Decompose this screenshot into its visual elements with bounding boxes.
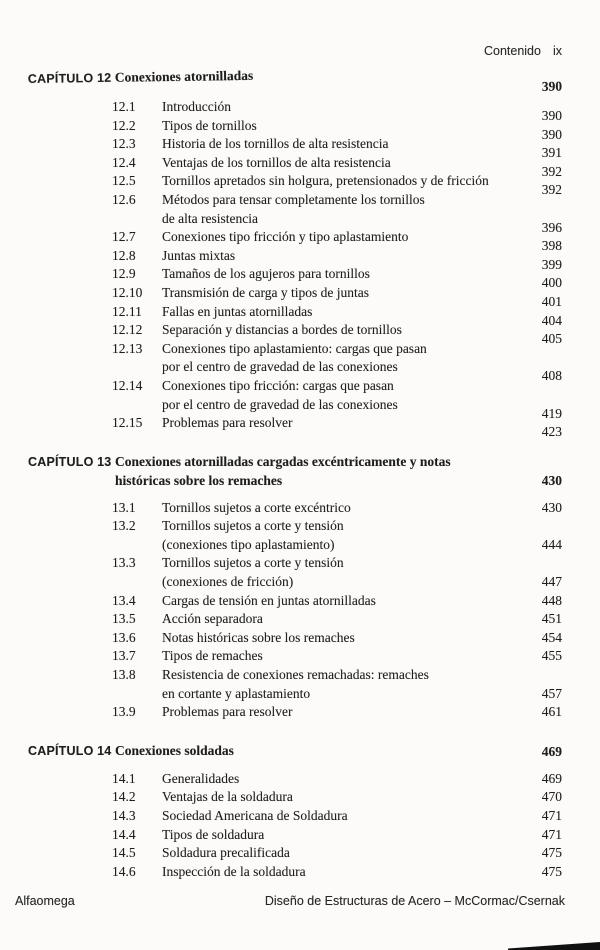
- chapter-heading: [27, 62, 563, 94]
- section-page-number: 390: [541, 108, 562, 123]
- section-number: 14.2: [112, 789, 136, 805]
- toc-entry: [112, 303, 562, 328]
- chapter-label: CAPÍTULO 14: [28, 743, 112, 758]
- section-title-line: Cargas de tensión en juntas atornilladas: [162, 592, 376, 608]
- section-title-line: Juntas mixtas: [162, 247, 236, 263]
- section-title: [162, 703, 518, 722]
- toc-entry: [112, 647, 562, 666]
- section-title-line: Tornillos sujetos a corte y tensión: [162, 555, 344, 571]
- section-number: 12.9: [112, 266, 136, 282]
- section-title: [162, 172, 518, 191]
- section-title: [162, 863, 518, 882]
- section-title: [162, 321, 518, 340]
- section-title: [162, 340, 518, 377]
- toc-entry: [112, 770, 562, 789]
- footer-publisher: Alfaomega: [15, 894, 75, 908]
- section-page-number: 471: [541, 826, 562, 842]
- section-title-line: Tornillos apretados sin holgura, pretensionados y de fricción: [162, 173, 489, 189]
- section-number: 14.3: [112, 808, 136, 823]
- running-footer: [0, 894, 600, 908]
- section-number: 12.4: [112, 154, 136, 170]
- toc-entry: [112, 666, 562, 703]
- section-number: 12.3: [112, 136, 136, 152]
- chapter-title: [115, 452, 514, 490]
- section-page-number: 400: [541, 275, 562, 291]
- chapter-block: [28, 452, 562, 722]
- section-title: [162, 98, 518, 117]
- section-number: 14.6: [112, 863, 136, 879]
- section-title-line: Tamaños de los agujeros para tornillos: [162, 266, 370, 282]
- section-page-number: 396: [541, 219, 562, 235]
- section-number: 12.5: [112, 173, 136, 189]
- chapter-heading: [28, 452, 562, 490]
- section-title-line: de alta resistencia: [162, 210, 258, 226]
- section-title: [162, 629, 518, 648]
- section-title-line: Problemas para resolver: [162, 415, 293, 431]
- section-title: [162, 117, 518, 136]
- running-header: [0, 0, 600, 58]
- chapter-block: [27, 67, 563, 440]
- section-title-line: Tipos de soldadura: [162, 826, 265, 842]
- toc-entry: [112, 191, 562, 235]
- section-page-number: 401: [541, 293, 562, 309]
- section-page-number: 399: [541, 256, 562, 272]
- section-title: [162, 499, 518, 518]
- toc-entry: [112, 826, 562, 845]
- section-page-number: 475: [541, 863, 562, 879]
- section-page-number: 392: [541, 163, 562, 179]
- chapter-title-line: Conexiones atornilladas: [114, 67, 254, 85]
- section-page-number: 430: [541, 499, 562, 515]
- section-title: [162, 554, 518, 591]
- chapter-label: CAPÍTULO 13: [28, 454, 112, 469]
- chapter-title-line: Conexiones atornilladas cargadas excéntricamente y notas: [115, 453, 451, 469]
- section-title-line: (conexiones tipo aplastamiento): [162, 536, 335, 552]
- section-title-line: Resistencia de conexiones remachadas: remaches: [162, 667, 429, 683]
- toc-entry: [112, 629, 562, 648]
- section-title-line: Ventajas de la soldadura: [162, 789, 293, 805]
- section-number: 13.5: [112, 611, 136, 627]
- section-number: 12.7: [112, 229, 136, 245]
- toc-entry: [112, 517, 562, 554]
- section-title-line: en cortante y aplastamiento: [162, 685, 311, 701]
- toc-entry: [112, 703, 562, 722]
- section-page-number: 392: [541, 182, 562, 198]
- section-number: 12.1: [112, 99, 136, 114]
- section-page-number: 419: [541, 405, 562, 421]
- chapter-label: CAPÍTULO 12: [27, 70, 112, 87]
- toc-entry: [112, 228, 562, 254]
- section-title: [162, 517, 518, 554]
- section-title-line: Problemas para resolver: [162, 704, 293, 720]
- section-number: 12.6: [112, 191, 136, 207]
- section-title-line: Historia de los tornillos de alta resistencia: [162, 136, 389, 152]
- toc-entry: [112, 592, 562, 611]
- chapter-title: [115, 62, 514, 87]
- toc-entry: [112, 499, 562, 518]
- chapter-title-line: históricas sobre los remaches: [115, 472, 283, 488]
- section-page-number: 448: [541, 592, 562, 608]
- section-title-line: Acción separadora: [162, 611, 263, 627]
- section-page-number: 455: [541, 648, 562, 664]
- toc-entry: [112, 863, 562, 882]
- section-number: 14.5: [112, 845, 136, 861]
- section-title: [162, 228, 518, 247]
- chapter-title-line: Conexiones soldadas: [115, 742, 234, 758]
- toc-entry: [112, 135, 562, 161]
- section-number: 13.8: [112, 667, 136, 683]
- section-number: 14.4: [112, 826, 136, 842]
- header-page-number: ix: [552, 44, 562, 58]
- chapter-page-number: 469: [541, 743, 562, 759]
- section-title: [162, 770, 518, 789]
- section-number: 12.8: [112, 247, 136, 263]
- footer-book-title: Diseño de Estructuras de Acero – McCormac/Csernak: [264, 894, 565, 908]
- header-section-title: Contenido: [483, 44, 541, 58]
- section-title-line: Sociedad Americana de Soldadura: [162, 808, 348, 823]
- section-title-line: Soldadura precalificada: [162, 845, 290, 861]
- section-title-line: Transmisión de carga y tipos de juntas: [162, 284, 369, 300]
- chapter-heading: [28, 741, 562, 761]
- section-number: 12.11: [112, 303, 142, 319]
- toc-entry: [112, 98, 562, 123]
- section-title-line: Introducción: [162, 99, 231, 114]
- section-page-number: 470: [541, 789, 562, 805]
- section-number: 12.13: [112, 340, 143, 356]
- section-number: 13.4: [112, 592, 136, 608]
- table-of-contents: [0, 58, 600, 881]
- section-page-number: 390: [541, 126, 562, 142]
- section-page-number: 469: [541, 770, 562, 786]
- section-title-line: Inspección de la soldadura: [162, 863, 306, 879]
- toc-entry: [112, 788, 562, 807]
- chapter-page-number: 430: [541, 472, 562, 488]
- section-page-number: 454: [541, 629, 562, 645]
- section-title-line: por el centro de gravedad de las conexiones: [162, 396, 398, 412]
- chapter-page-number: 390: [541, 78, 563, 94]
- section-title-line: Tornillos sujetos a corte excéntrico: [162, 499, 351, 515]
- section-number: 12.2: [112, 117, 136, 133]
- section-title: [162, 377, 518, 414]
- section-title-line: Métodos para tensar completamente los tornillos: [162, 191, 425, 207]
- section-number: 13.3: [112, 555, 136, 571]
- section-number: 13.9: [112, 704, 136, 720]
- toc-entry: [112, 340, 562, 384]
- toc-entry: [112, 321, 562, 347]
- section-title-line: (conexiones de fricción): [162, 574, 294, 590]
- section-title-line: Separación y distancias a bordes de tornillos: [162, 322, 402, 338]
- chapter-block: [28, 741, 562, 882]
- section-page-number: 404: [541, 312, 562, 328]
- section-page-number: 451: [541, 611, 562, 627]
- section-number: 12.14: [112, 377, 143, 393]
- section-page-number: 471: [541, 808, 562, 823]
- section-title-line: Conexiones tipo aplastamiento: cargas que pasan: [162, 340, 427, 356]
- section-title-line: Fallas en juntas atornilladas: [162, 303, 313, 319]
- section-page-number: 391: [541, 145, 562, 161]
- section-title: [162, 647, 518, 666]
- toc-entry: [112, 844, 562, 863]
- section-title-line: Conexiones tipo fricción: cargas que pasan: [162, 377, 394, 393]
- section-title: [162, 414, 518, 433]
- section-title: [162, 191, 518, 228]
- section-title-line: Conexiones tipo fricción y tipo aplastamiento: [162, 229, 409, 245]
- section-number: 12.15: [112, 415, 143, 431]
- section-title-line: Notas históricas sobre los remaches: [162, 629, 355, 645]
- section-title: [162, 247, 518, 266]
- section-title: [162, 844, 518, 863]
- toc-entry: [112, 117, 562, 142]
- section-number: 13.6: [112, 629, 136, 645]
- section-title: [162, 154, 518, 173]
- section-page-number: 444: [541, 536, 562, 552]
- toc-entry: [112, 154, 562, 179]
- toc-entry: [112, 807, 562, 826]
- toc-entry: [112, 377, 562, 421]
- section-page-number: 475: [541, 845, 562, 861]
- section-page-number: 423: [541, 424, 562, 440]
- section-title: [162, 826, 518, 845]
- section-title: [162, 303, 518, 322]
- section-title-line: Ventajas de los tornillos de alta resistencia: [162, 154, 391, 170]
- toc-entry: [112, 554, 562, 591]
- section-title: [162, 265, 518, 284]
- toc-entry: [112, 610, 562, 629]
- section-page-number: 461: [541, 704, 562, 720]
- section-page-number: 408: [541, 368, 562, 384]
- section-title: [162, 788, 518, 807]
- toc-entry: [112, 284, 562, 309]
- section-page-number: 398: [541, 238, 562, 254]
- section-number: 13.7: [112, 648, 136, 664]
- section-title-line: Tipos de remaches: [162, 648, 263, 664]
- section-title: [162, 610, 518, 629]
- toc-entry: [112, 247, 562, 272]
- page-curl-shadow: [508, 942, 600, 950]
- section-number: 12.10: [112, 284, 143, 300]
- section-title-line: por el centro de gravedad de las conexiones: [162, 359, 398, 375]
- section-title: [162, 284, 518, 303]
- chapter-title: [115, 741, 514, 760]
- section-title-line: Generalidades: [162, 770, 240, 786]
- toc-entry: [112, 414, 562, 440]
- section-title: [162, 666, 518, 703]
- section-title-line: Tornillos sujetos a corte y tensión: [162, 518, 344, 534]
- section-number: 14.1: [112, 770, 136, 786]
- toc-entry: [112, 265, 562, 291]
- section-title: [162, 135, 518, 154]
- section-number: 12.12: [112, 322, 143, 338]
- section-title: [162, 592, 518, 611]
- toc-entry: [112, 172, 562, 198]
- section-page-number: 447: [541, 574, 562, 590]
- section-page-number: 405: [541, 331, 562, 347]
- section-title-line: Tipos de tornillos: [162, 117, 257, 133]
- section-number: 13.1: [112, 499, 136, 515]
- section-page-number: 457: [541, 685, 562, 701]
- section-number: 13.2: [112, 518, 136, 534]
- section-title: [162, 807, 518, 826]
